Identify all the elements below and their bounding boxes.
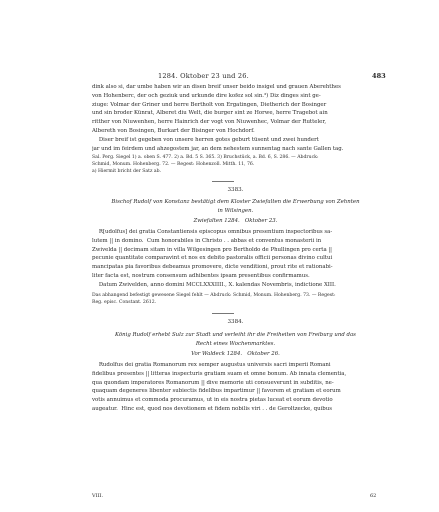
text-line: liter facta est, nostrum consensum adhibentes ipsam presentibus confirmamus.: [92, 272, 310, 279]
text-line: Diser breif ist gegeben von unsere herren gotes geburt tüsent und zwei hundert: [92, 136, 319, 143]
text-line: qua quondam imperatores Romanorum || dive memorie uti consueverunt in subditis, ne-: [92, 379, 334, 386]
charter-number: 3384.: [227, 319, 244, 325]
summary-line: Recht eines Wochenmarktes.: [195, 340, 276, 347]
footnote-line: Das abhangend befestigt gewesene Siegel fehlt — Abdruck: Schmid, Monum. Hohenberg. 73. — Regest:: [92, 293, 336, 298]
text-line: ritther von Niuwenhen, herre Hainrich der vogt von Niuwenhec, Volmar der Rutteler,: [92, 119, 327, 126]
summary-line: Bischof Rudolf von Konstanz bestätigt dem Kloster Zwiefalten die Erwerbung von Zehnten: [111, 199, 360, 205]
divider: [212, 313, 234, 314]
text-line: Albereth von Bosingen, Burkart der Bisinger von Hochdorf.: [92, 127, 255, 134]
text-line: jar und im feirdem und ahzegostem jar, an dem nehestem sunnentag nach sante Gallen tag.: [92, 145, 344, 152]
place-date: Zwiefalten 1284. Oktober 23.: [193, 218, 278, 224]
text-line: Datum Zwivelden, anno domini MCCLXXXIIII., X. kalendas Novembris, indictione XIII.: [92, 281, 336, 288]
text-line: Zwivelda || decimam sitam in villa Wilgesingen pro Bertholdo de Phullingen pro certa ||: [92, 246, 333, 253]
text-line: lutem || in domino. Cum honorabiles in Christo . . abbas et conventus monasterii in: [92, 237, 322, 244]
text-line: votis annuimus et commoda procuramus, ut in eis nostra pietas luceat et eorum devotio: [92, 397, 333, 404]
footnote-line: Sal. Perg. Siegel 1) a. oben S. 477. 2) a. Bd. 5 S. 365. 3) Bruchstück, a. Bd. 6, S. 286. — Abdruck:: [92, 155, 319, 160]
charter-number: 3383.: [227, 187, 244, 193]
text-line: fidelibus presentes || litteras inspecturis gratiam suam et omne bonum. Ab innata clementia,: [92, 370, 347, 377]
charter-text: [92, 228, 379, 290]
text-line: pecunie quantitate comparavint et nos ex debito pastoralis officii personas divino cultui: [92, 255, 333, 262]
running-header: 1284. Oktober 23 und 26.: [158, 72, 249, 80]
summary-line: in Wilsingen.: [217, 207, 254, 214]
signature-mark: VIII.: [92, 493, 104, 499]
text-line: Rudolfus dei gratia Romanorum rex semper augustus universis sacri imperii Romani: [92, 362, 331, 368]
footnotes-1: [92, 154, 379, 176]
footnote-line: Reg. episc. Constant. 2612.: [92, 300, 157, 306]
text-line: dink also si, dar umbe haben wir an disen breif unser beido insigel und grauen Aberehthes: [92, 84, 341, 90]
footnote-line: a) Hiermit bricht der Satz ab.: [92, 169, 162, 175]
sheet-number: 62: [370, 493, 377, 499]
continuation-text: [92, 83, 379, 153]
text-line: augeatur. Hinc est, quod nos devotionem et fidem nobilis viri . . de Geroltzecke, quibus: [92, 405, 332, 412]
footnote-line: Schmid, Monum. Hohenberg. 72. — Regest: Hohenzoll. Mitth. 11, 76.: [92, 162, 255, 168]
summary-line: König Rudolf erhebt Sulz zur Stadt und verleiht ihr die Freiheiten von Freiburg und das: [115, 332, 356, 338]
divider: [212, 181, 234, 182]
footnotes-2: [92, 292, 379, 306]
charter-summary: [92, 331, 379, 349]
text-line: von Hohenberc, der och geziuk und urkunde dire kofez sol sin.³) Diz dinges sint ge-: [92, 92, 321, 99]
text-line: quaquam degeneres libenter subiectis fidelibus impartimur || favorem et gratiam et eorum: [92, 388, 341, 395]
text-line: und sin broder Künrat, Alberet diu Welt, die burger sint ze Horwe, herre Tragebot ain: [92, 110, 328, 117]
text-line: R[udolfus] dei gratia Constantiensis episcopus omnibus presentium inspectoribus sa-: [92, 229, 333, 235]
page-number: 483: [372, 72, 386, 80]
charter-summary: [92, 198, 379, 216]
text-line: mancipatas pia favoribus debeamus promovere, dicte venditioni, prout rite et rationabi-: [92, 264, 333, 271]
charter-text: [92, 361, 379, 414]
text-line: ziuge: Volmar der Griner und herre Bertholt von Ergatingen, Dietherich der Bosinger: [92, 101, 327, 108]
place-date: Vor Waldeck 1284. Oktober 26.: [191, 351, 280, 357]
